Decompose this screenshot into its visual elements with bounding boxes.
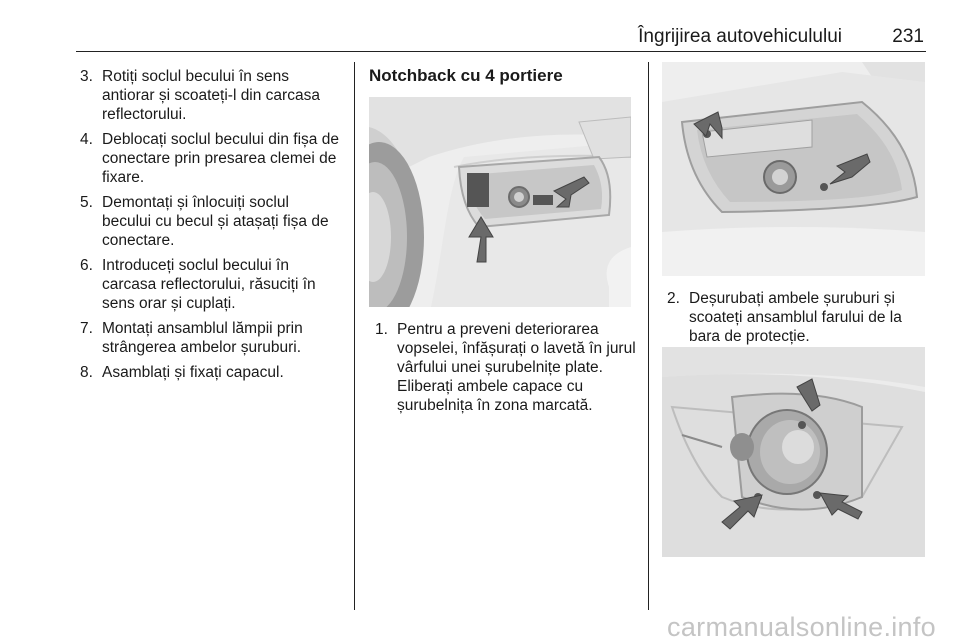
step-number: 7. [80,320,93,337]
step-number: 1. [375,321,388,338]
step-8 [80,363,342,382]
step-4 [80,130,342,187]
header-rule [76,51,926,52]
step-text: Montați ansamblul lămpii prin strângerea ambelor șuruburi. [102,320,303,356]
step-2 [667,289,929,346]
footer-watermark: carmanualsonline.info [667,612,936,642]
step-number: 8. [80,364,93,381]
step-text: Rotiți soclul becului în sens antiorar și scoateți-l din carcasa reflectorului. [102,68,320,123]
step-number: 2. [667,290,680,307]
figure-fog-lamp-removed [662,347,925,557]
step-number: 4. [80,131,93,148]
step-7 [80,319,342,357]
step-number: 6. [80,257,93,274]
step-text: Demontați și înlocuiți soclul becului cu becul și atașați fișa de conectare. [102,194,329,249]
figure-fog-lamp-screws [662,62,925,276]
step-1 [375,320,637,415]
step-number: 5. [80,194,93,211]
step-text: Deșurubați ambele șuruburi și scoateți ansamblul farului de la bara de protecție. [689,290,902,345]
step-text: Pentru a preveni deteriorarea vopselei, înfășurați o lavetă în jurul vârfului unei șurubelnițe plate. Eliberați ambele capace cu șurubelnița în zona marcată. [397,321,636,414]
illustration-lamp-housing [662,62,925,276]
step-5 [80,193,342,250]
step-text: Introduceți soclul becului în carcasa reflectorului, răsuciți în sens orar și cuplați. [102,257,316,312]
figure-bumper-fog-lamp [369,97,631,307]
page-header [76,26,926,52]
right-column-steps [667,289,929,352]
step-3 [80,67,342,124]
left-column [80,67,342,388]
column-divider-2 [648,62,649,610]
page-number: 231 [892,26,924,47]
step-6 [80,256,342,313]
step-number: 3. [80,68,93,85]
middle-column-steps [375,320,637,421]
illustration-bumper [369,97,631,307]
section-subheading: Notchback cu 4 portiere [369,66,563,85]
step-text: Deblocați soclul becului din fișa de conectare prin presarea clemei de fixare. [102,131,339,186]
column-divider-1 [354,62,355,610]
header-title: Îngrijirea autovehiculului [638,26,842,47]
illustration-lamp-assembly [662,347,925,557]
step-text: Asamblați și fixați capacul. [102,364,284,381]
